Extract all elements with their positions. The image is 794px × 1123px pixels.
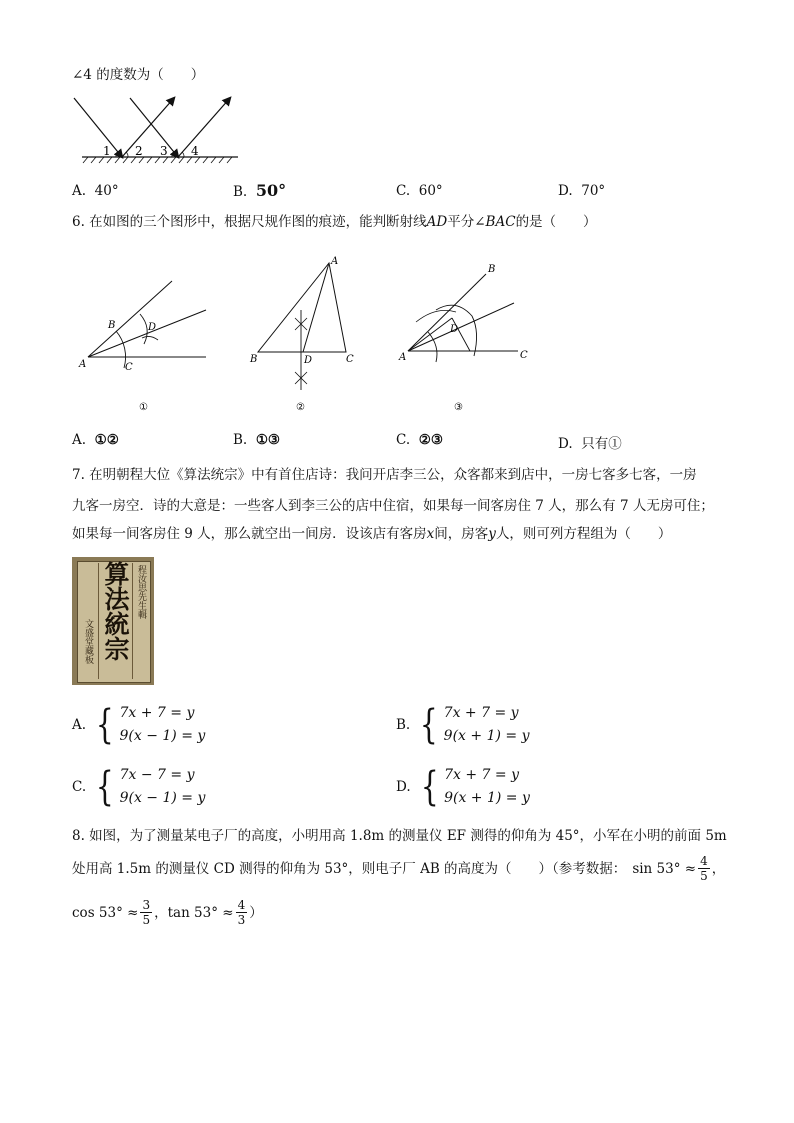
fig2-label-a: A [331,256,339,267]
q5-option-b[interactable]: B. 50° [233,181,287,200]
q7-option-c[interactable]: C. { 7x − 7 = y 9(x − 1) = y [72,764,206,810]
tan-fraction: $\frac{4}{3}$ [237,898,246,927]
cos-fraction: $\frac{3}{5}$ [142,898,151,927]
q6-figure-1 [72,268,212,418]
fig3-label-a: A [399,352,407,363]
book-publisher: 文盛堂藏板 [83,619,93,664]
q6-option-d[interactable]: D. 只有① [558,436,622,452]
q5-option-c[interactable]: C. 60° [396,183,443,199]
q7-line-2: 九客一房空．诗的大意是：一些客人到李三公的店中住宿，如果每一间客房住 7 人，那么有 7 人无房可住； [72,498,714,514]
fig1-label-d: D [148,322,157,333]
fig2-caption: ② [296,402,305,413]
reflected-ray-2 [178,98,230,157]
q5-reflection-figure [70,92,240,164]
sin-fraction: $\frac{4}{5}$ [700,854,708,883]
q5-option-a[interactable]: A. 40° [72,183,119,199]
q6-option-a[interactable]: A. ①② [72,432,119,448]
fig3-label-c: C [520,350,528,361]
angle-label-1: 1 [103,144,111,158]
suanfa-tongzong-book-cover [72,557,154,685]
q6-figure-3 [396,260,536,420]
q6-option-c[interactable]: C. ②③ [396,432,443,448]
fig3-caption: ③ [454,402,463,413]
q6-stem: 6. 在如图的三个图形中，根据尺规作图的痕迹，能判断射线AD平分∠BAC的是（ ） [72,214,597,230]
fig2-label-c: C [346,354,354,365]
q5-stem: ∠4 的度数为（ ） [72,67,205,83]
angle-label-3: 3 [160,144,168,158]
fig1-label-b: B [108,320,116,331]
fig1-caption: ① [139,402,148,413]
incident-ray-1 [74,98,122,157]
q5-option-d[interactable]: D. 70° [558,183,606,199]
angle-label-2: 2 [135,144,143,158]
book-title: 算法統宗 [101,561,130,661]
q7-option-a[interactable]: A. { 7x + 7 = y 9(x − 1) = y [72,702,206,748]
q7-option-d[interactable]: D. { 7x + 7 = y 9(x + 1) = y [396,764,530,810]
fig2-label-b: B [250,354,258,365]
q7-option-b[interactable]: B. { 7x + 7 = y 9(x + 1) = y [396,702,530,748]
fig3-label-b: B [488,264,496,275]
q7-line-3: 如果每一间客房住 9 人，那么就空出一间房．设该店有客房x间，房客y人，则可列方程组为（ ） [72,526,672,542]
q6-option-b[interactable]: B. ①③ [233,432,281,448]
q6-figure-2 [240,250,365,420]
q8-line-1: 8. 如图，为了测量某电子厂的高度，小明用高 1.8m 的测量仪 EF 测得的仰角为 45°，小军在小明的前面 5m [72,828,727,844]
fig2-label-d: D [304,355,313,366]
fig1-label-a: A [79,359,87,370]
fig1-label-c: C [125,362,133,373]
book-author: 程汝思先生輯 [136,565,146,619]
q8-line-3: cos 53° ≈ $\frac{3}{5}$ ， tan 53° ≈ $\frac{4}{3}$ ） [72,898,263,927]
q8-line-2: 处用高 1.5m 的测量仪 CD 测得的仰角为 53°，则电子厂 AB 的高度为（ ）（参考数据： sin 53° ≈ $\frac{4}{5}$ ， [72,854,726,883]
fig3-label-d: D [450,324,459,335]
angle-label-4: 4 [191,144,199,158]
q7-line-1: 7. 在明朝程大位《算法统宗》中有首住店诗：我问开店李三公，众客都来到店中，一房七客多七客，一房 [72,467,697,483]
